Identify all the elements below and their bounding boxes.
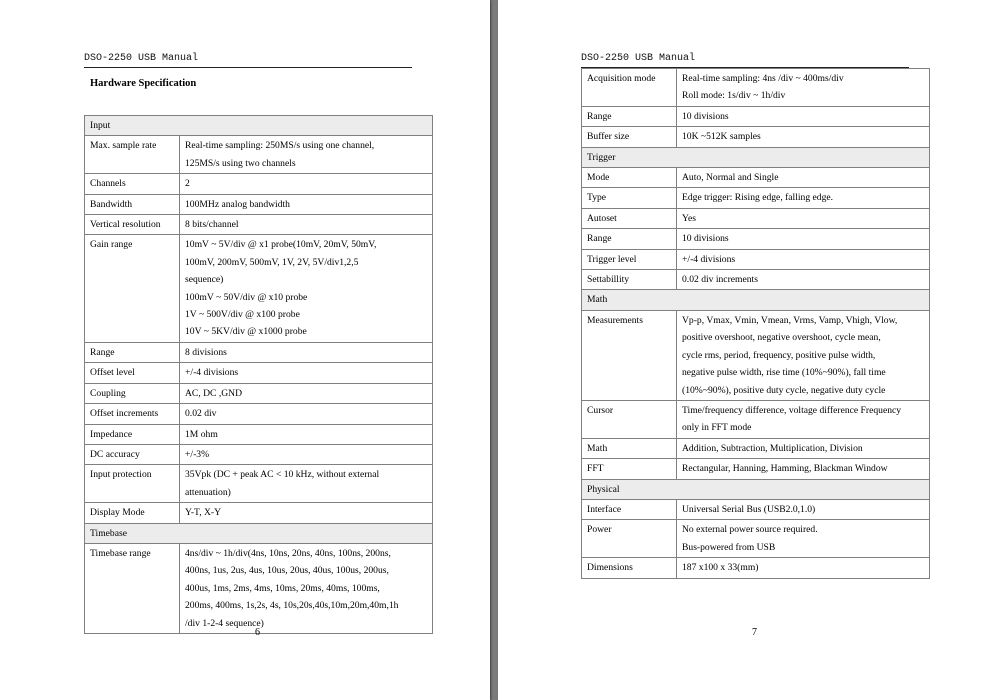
spec-value: Y-T, X-Y bbox=[180, 503, 433, 523]
spec-label: Cursor bbox=[582, 400, 677, 438]
spec-label: Interface bbox=[582, 499, 677, 519]
spec-row bbox=[85, 503, 433, 523]
spec-table-body bbox=[582, 69, 930, 579]
spec-group-row bbox=[85, 116, 433, 136]
spec-value: 8 divisions bbox=[180, 342, 433, 362]
manual-page-7 bbox=[498, 0, 990, 700]
spec-label: FFT bbox=[582, 459, 677, 479]
spec-row bbox=[582, 270, 930, 290]
spec-value: 35Vpk (DC + peak AC < 10 kHz, without external attenuation) bbox=[180, 465, 433, 503]
spec-label: Input protection bbox=[85, 465, 180, 503]
spec-label: Buffer size bbox=[582, 127, 677, 147]
spec-label: Acquisition mode bbox=[582, 69, 677, 107]
spec-value: Time/frequency difference, voltage difference Frequency only in FFT mode bbox=[677, 400, 930, 438]
spec-row bbox=[582, 459, 930, 479]
spec-value: Universal Serial Bus (USB2.0,1.0) bbox=[677, 499, 930, 519]
spec-value: No external power source required. Bus-powered from USB bbox=[677, 520, 930, 558]
spec-row bbox=[85, 444, 433, 464]
spec-value: 10 divisions bbox=[677, 229, 930, 249]
section-title: Hardware Specification bbox=[90, 78, 197, 89]
running-header: DSO-2250 USB Manual bbox=[581, 53, 696, 64]
spec-value: 0.02 div bbox=[180, 404, 433, 424]
spec-value: Addition, Subtraction, Multiplication, Division bbox=[677, 438, 930, 458]
page-number: 6 bbox=[255, 627, 260, 638]
spec-row bbox=[85, 174, 433, 194]
spec-label: Impedance bbox=[85, 424, 180, 444]
spec-label: Timebase range bbox=[85, 543, 180, 633]
spec-row bbox=[582, 438, 930, 458]
spec-value: 10mV ~ 5V/div @ x1 probe(10mV, 20mV, 50mV, 100mV, 200mV, 500mV, 1V, 2V, 5V/div1,2,5 sequence) 100mV ~ 50V/div @ x10 probe 1V ~ 500V/div @ x100 probe 10V ~ 5KV/div @ x1000 probe bbox=[180, 235, 433, 342]
spec-label: Dimensions bbox=[582, 558, 677, 578]
hardware-spec-table-continued bbox=[581, 68, 930, 579]
spec-row bbox=[582, 69, 930, 107]
spec-group-heading: Math bbox=[582, 290, 930, 310]
spec-group-row bbox=[85, 523, 433, 543]
spec-row bbox=[85, 404, 433, 424]
spec-value: 1M ohm bbox=[180, 424, 433, 444]
spec-row bbox=[582, 310, 930, 400]
spec-row bbox=[85, 465, 433, 503]
spec-group-row bbox=[582, 290, 930, 310]
spec-label: DC accuracy bbox=[85, 444, 180, 464]
spec-value: +/-4 divisions bbox=[677, 249, 930, 269]
spec-row bbox=[85, 363, 433, 383]
spec-label: Range bbox=[582, 106, 677, 126]
spec-row bbox=[582, 400, 930, 438]
spec-label: Max. sample rate bbox=[85, 136, 180, 174]
spec-value: 0.02 div increments bbox=[677, 270, 930, 290]
spec-group-heading: Timebase bbox=[85, 523, 433, 543]
hardware-spec-table bbox=[84, 115, 433, 634]
spec-group-heading: Physical bbox=[582, 479, 930, 499]
spec-row bbox=[85, 194, 433, 214]
spec-row bbox=[85, 235, 433, 342]
spec-label: Gain range bbox=[85, 235, 180, 342]
spec-row bbox=[85, 215, 433, 235]
spec-row bbox=[582, 127, 930, 147]
page-number: 7 bbox=[752, 627, 757, 638]
spec-label: Range bbox=[85, 342, 180, 362]
spec-label: Channels bbox=[85, 174, 180, 194]
spec-group-row bbox=[582, 147, 930, 167]
spec-value: Edge trigger: Rising edge, falling edge. bbox=[677, 188, 930, 208]
spec-value: Rectangular, Hanning, Hamming, Blackman Window bbox=[677, 459, 930, 479]
spec-row bbox=[582, 168, 930, 188]
spec-row bbox=[582, 249, 930, 269]
spec-row bbox=[85, 543, 433, 633]
spec-label: Bandwidth bbox=[85, 194, 180, 214]
spec-label: Offset level bbox=[85, 363, 180, 383]
spec-label: Power bbox=[582, 520, 677, 558]
manual-page-6 bbox=[0, 0, 490, 700]
spec-label: Coupling bbox=[85, 383, 180, 403]
spec-row bbox=[85, 136, 433, 174]
spec-value: 10K ~512K samples bbox=[677, 127, 930, 147]
spec-value: 8 bits/channel bbox=[180, 215, 433, 235]
spec-row bbox=[582, 229, 930, 249]
spec-value: Real-time sampling: 4ns /div ~ 400ms/div Roll mode: 1s/div ~ 1h/div bbox=[677, 69, 930, 107]
spec-label: Mode bbox=[582, 168, 677, 188]
spec-group-row bbox=[582, 479, 930, 499]
spec-row bbox=[582, 520, 930, 558]
spec-table-body bbox=[85, 116, 433, 634]
spec-group-heading: Input bbox=[85, 116, 433, 136]
spec-row bbox=[582, 499, 930, 519]
spec-value: 4ns/div ~ 1h/div(4ns, 10ns, 20ns, 40ns, 100ns, 200ns, 400ns, 1us, 2us, 4us, 10us, 20us, 40us, 100us, 200us, 400us, 1ms, 2ms, 4ms, 10ms, 20ms, 40ms, 100ms, 200ms, 400ms, 1s,2s, 4s, 10s,20s,40s,10m,20m,40m,1h /div 1-2-4 sequence) bbox=[180, 543, 433, 633]
spec-value: 10 divisions bbox=[677, 106, 930, 126]
spec-group-heading: Trigger bbox=[582, 147, 930, 167]
spec-row bbox=[582, 558, 930, 578]
spec-row bbox=[582, 208, 930, 228]
spec-value: 2 bbox=[180, 174, 433, 194]
header-rule bbox=[84, 67, 412, 68]
spec-label: Type bbox=[582, 188, 677, 208]
spec-row bbox=[85, 342, 433, 362]
spec-value: Vp-p, Vmax, Vmin, Vmean, Vrms, Vamp, Vhigh, Vlow, positive overshoot, negative overshoot, cycle mean, cycle rms, period, frequency, positive pulse width, negative pulse width, rise time (10%~90%), fall time (10%~90%), positive duty cycle, negative duty cycle bbox=[677, 310, 930, 400]
spec-label: Display Mode bbox=[85, 503, 180, 523]
spec-label: Autoset bbox=[582, 208, 677, 228]
spec-value: 187 x100 x 33(mm) bbox=[677, 558, 930, 578]
spec-value: Auto, Normal and Single bbox=[677, 168, 930, 188]
spec-value: AC, DC ,GND bbox=[180, 383, 433, 403]
spec-value: +/-4 divisions bbox=[180, 363, 433, 383]
spec-row bbox=[85, 424, 433, 444]
spec-value: +/-3% bbox=[180, 444, 433, 464]
spec-value: 100MHz analog bandwidth bbox=[180, 194, 433, 214]
running-header: DSO-2250 USB Manual bbox=[84, 53, 199, 64]
spec-label: Trigger level bbox=[582, 249, 677, 269]
spec-value: Real-time sampling: 250MS/s using one channel, 125MS/s using two channels bbox=[180, 136, 433, 174]
spec-label: Math bbox=[582, 438, 677, 458]
spec-row bbox=[582, 188, 930, 208]
spec-label: Offset increments bbox=[85, 404, 180, 424]
spec-row bbox=[85, 383, 433, 403]
spec-label: Range bbox=[582, 229, 677, 249]
spec-value: Yes bbox=[677, 208, 930, 228]
spec-label: Measurements bbox=[582, 310, 677, 400]
spec-label: Settabillity bbox=[582, 270, 677, 290]
spec-label: Vertical resolution bbox=[85, 215, 180, 235]
spec-row bbox=[582, 106, 930, 126]
